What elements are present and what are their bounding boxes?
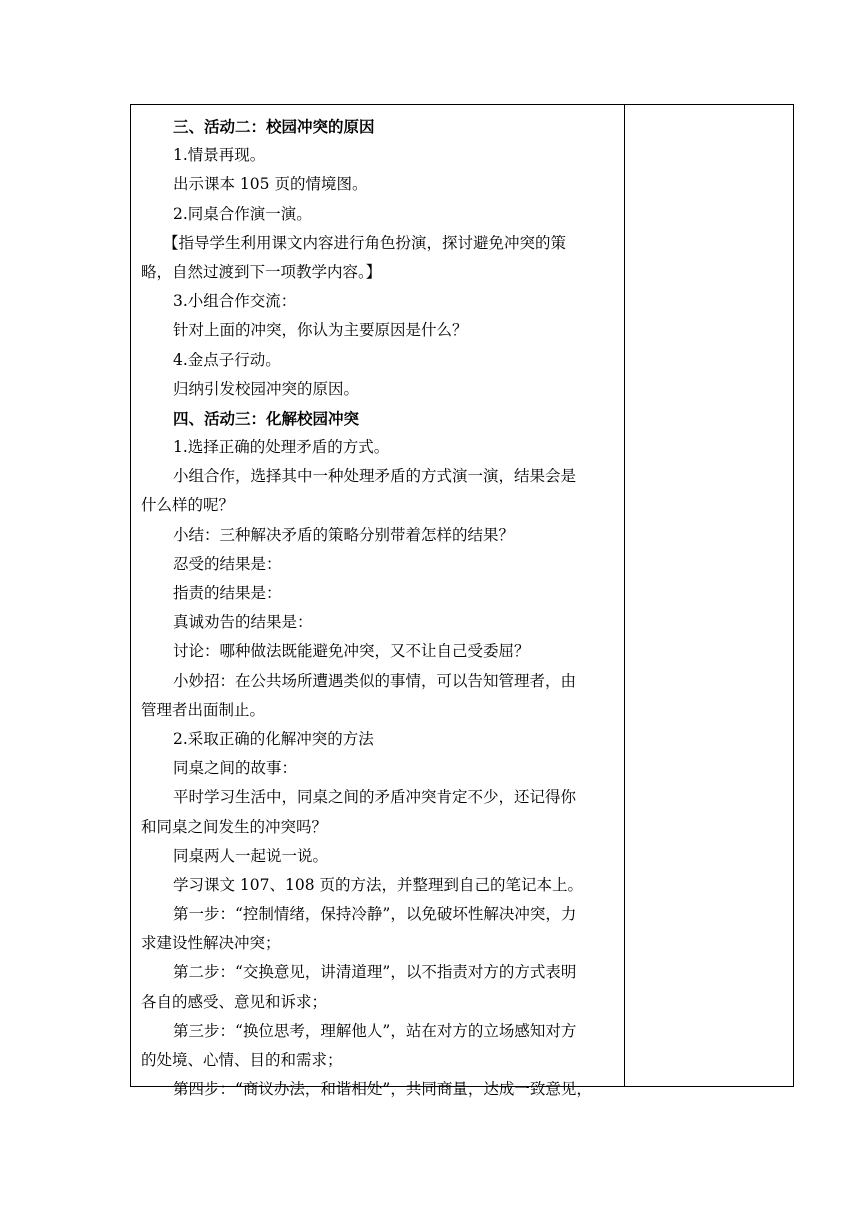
section-heading: 三、活动二：校园冲突的原因	[173, 117, 375, 136]
text-line: 第四步：“商议办法，和谐相处”，共同商量，达成一致意见，	[173, 1080, 592, 1099]
text-line: 【指导学生利用课文内容进行角色扮演，探讨避免冲突的策	[163, 233, 567, 252]
text-line: 针对上面的冲突，你认为主要原因是什么？	[173, 321, 468, 340]
text-line: 的处境、心情、目的和需求；	[141, 1051, 343, 1069]
text-line: 学习课文 107、108 页的方法，并整理到自己的笔记本上。	[173, 875, 584, 894]
text-line: 第二步：“交换意见，讲清道理”，以不指责对方的方式表明	[173, 963, 577, 982]
text-line: 略，自然过渡到下一项教学内容。】	[141, 262, 382, 281]
text-line: 4.金点子行动。	[173, 350, 281, 369]
text-line: 2.采取正确的化解冲突的方法	[173, 729, 374, 748]
text-line: 1.选择正确的处理矛盾的方式。	[173, 438, 390, 457]
text-line: 什么样的呢？	[141, 496, 235, 515]
text-line: 3.小组合作交流：	[173, 292, 297, 311]
text-line: 归纳引发校园冲突的原因。	[173, 379, 360, 398]
text-line: 出示课本 105 页的情境图。	[173, 175, 368, 194]
text-line: 各自的感受、意见和诉求；	[141, 992, 328, 1011]
section-heading: 四、活动三：化解校园冲突	[173, 408, 360, 428]
text-line: 讨论：哪种做法既能避免冲突，又不让自己受委屈？	[173, 642, 530, 661]
text-line: 平时学习生活中，同桌之间的矛盾冲突肯定不少，还记得你	[173, 788, 577, 807]
text-line: 第三步：“换位思考，理解他人”，站在对方的立场感知对方	[173, 1021, 577, 1040]
text-line: 1.情景再现。	[173, 146, 266, 165]
notes-cell	[625, 105, 793, 1086]
text-line: 和同桌之间发生的冲突吗？	[141, 817, 328, 836]
text-line: 小组合作，选择其中一种处理矛盾的方式演一演，结果会是	[173, 467, 577, 486]
text-line: 求建设性解决冲突；	[141, 934, 281, 953]
text-line: 2.同桌合作演一演。	[173, 204, 312, 223]
text-line: 同桌之间的故事：	[173, 759, 298, 778]
text-line: 小结：三种解决矛盾的策略分别带着怎样的结果？	[173, 525, 515, 544]
lesson-content-cell	[131, 105, 624, 1099]
text-line: 小妙招：在公共场所遭遇类似的事情，可以告知管理者，由	[173, 671, 577, 690]
text-line: 同桌两人一起说一说。	[173, 846, 329, 865]
text-line: 管理者出面制止。	[141, 700, 266, 719]
lesson-plan-table	[130, 104, 794, 1099]
text-line: 真诚劝告的结果是：	[173, 613, 313, 632]
text-line: 第一步：“控制情绪，保持冷静”，以免破坏性解决冲突，力	[173, 905, 577, 924]
text-line: 指责的结果是：	[173, 584, 282, 602]
text-line: 忍受的结果是：	[173, 554, 282, 573]
